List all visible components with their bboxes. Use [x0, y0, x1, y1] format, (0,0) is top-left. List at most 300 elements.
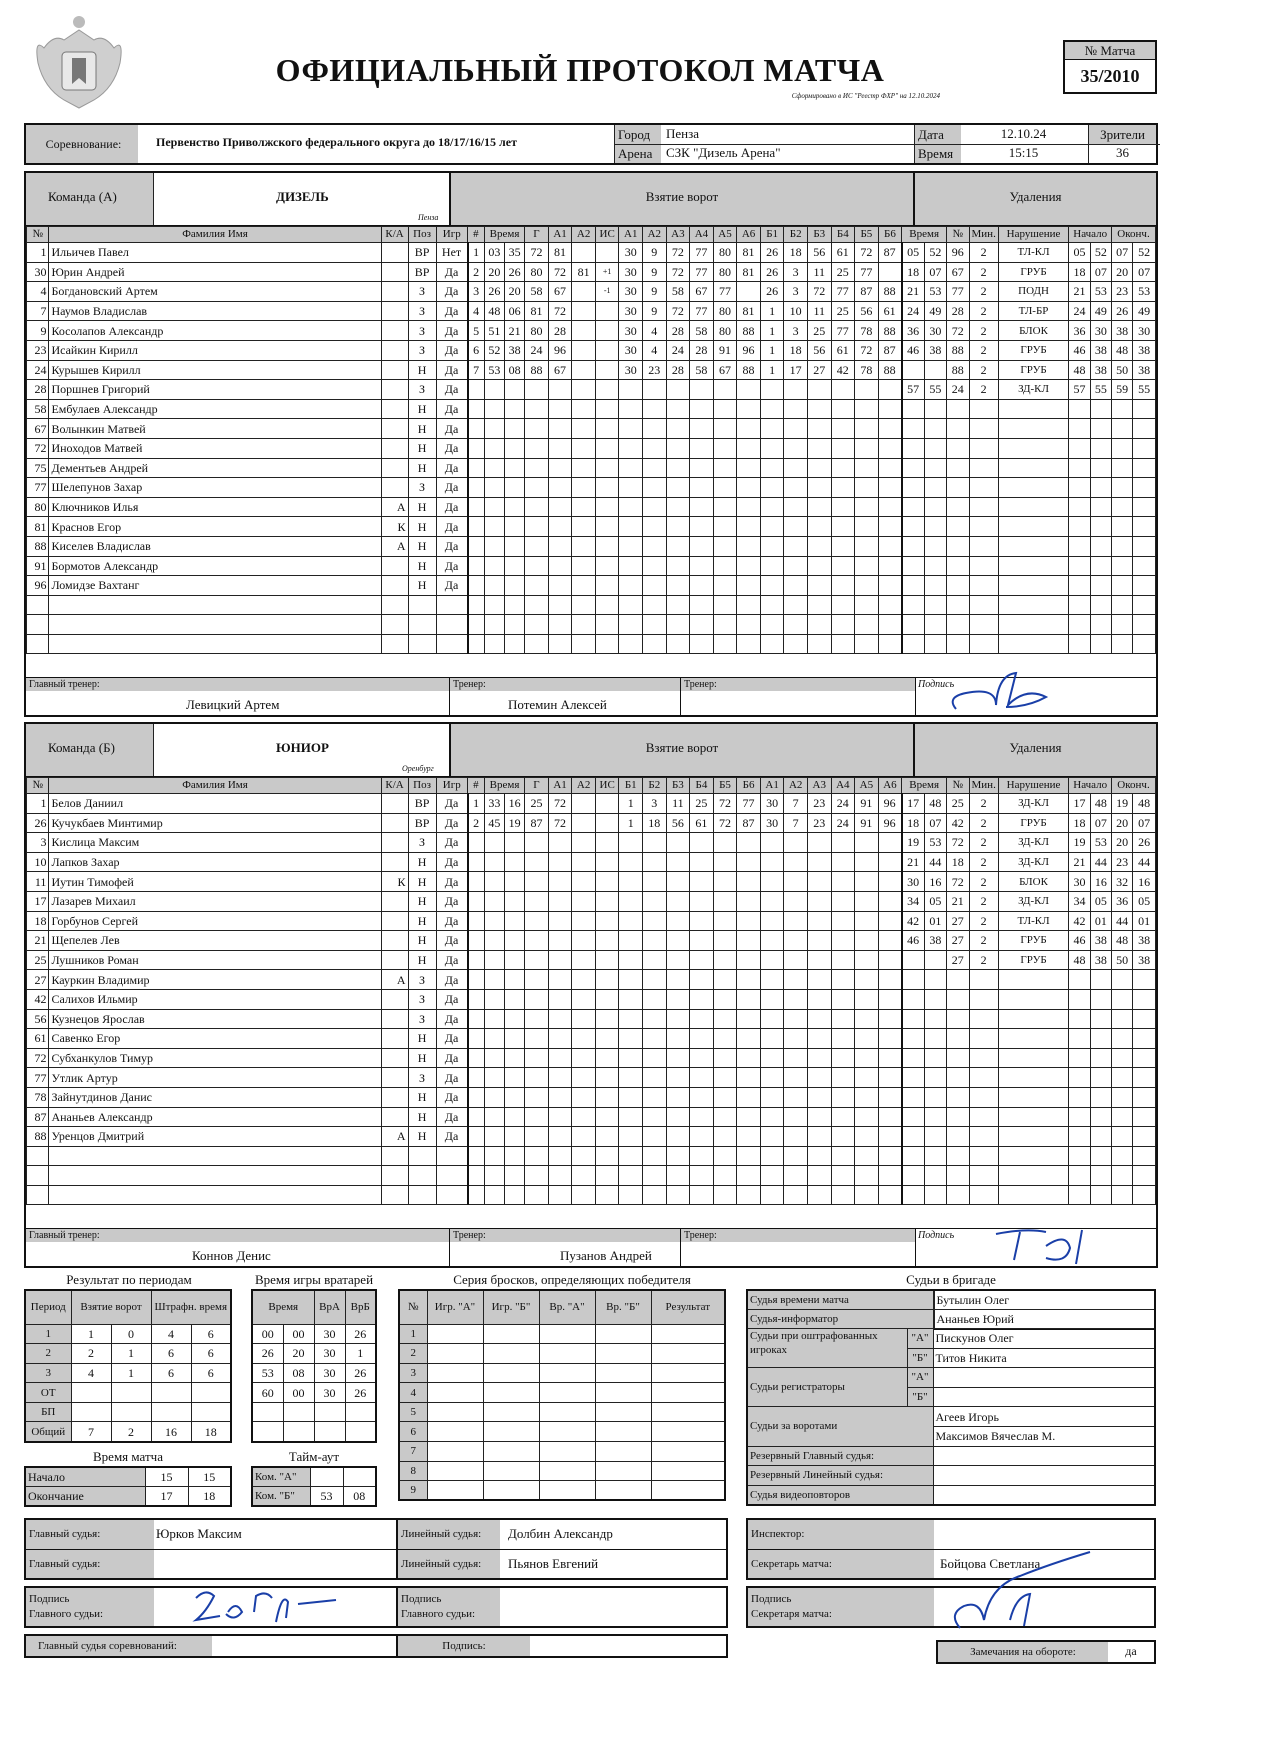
penalty-minutes: 2: [969, 321, 998, 341]
penalty-violation: [998, 634, 1069, 654]
on-ice-a-6: 88: [737, 321, 761, 341]
on-ice-a-5: [855, 1146, 879, 1166]
timeout-b-label: Ком. "Б": [252, 1487, 310, 1507]
penalty-end-second: [1133, 634, 1156, 654]
penalty-start-second: [1090, 1166, 1111, 1186]
match-start-minute: 15: [188, 1467, 231, 1487]
on-ice-b-1: [619, 1107, 643, 1127]
on-ice-a-6: [737, 595, 761, 615]
player-played: Да: [436, 478, 467, 498]
penalty-end-second: [1133, 556, 1156, 576]
on-ice-a-6: [737, 458, 761, 478]
on-ice-b-6: [737, 1048, 761, 1068]
on-ice-b-3: 11: [807, 262, 831, 282]
on-ice-a-1: [760, 1185, 784, 1205]
goal-scorer: [525, 1087, 549, 1107]
player-name: Кауркин Владимир: [49, 970, 381, 990]
penalty-end-second: [1133, 1185, 1156, 1205]
penalty-player: 27: [947, 950, 969, 970]
shootout-table: [398, 1289, 726, 1501]
goal-minute: [484, 1107, 504, 1127]
on-ice-a-5: [713, 497, 737, 517]
player-captain-mark: [381, 380, 408, 400]
on-ice-a-3: [807, 1068, 831, 1088]
on-ice-a-5: [855, 872, 879, 892]
shootout-cell: [427, 1344, 483, 1364]
team-a-col-goal-no: #: [468, 227, 485, 243]
penalty-start-second: [1090, 1185, 1111, 1205]
goal-second: 06: [505, 301, 525, 321]
player-played: Да: [436, 931, 467, 951]
on-ice-a-4: [831, 1048, 855, 1068]
goal-minute: [484, 517, 504, 537]
goal-number: [468, 1029, 485, 1049]
period-goals-b: 1: [111, 1344, 151, 1364]
penalty-minutes: 2: [969, 950, 998, 970]
goalie-b: [345, 1422, 376, 1442]
shootout-cell: [595, 1383, 651, 1403]
on-ice-b-1: [619, 970, 643, 990]
player-position: З: [408, 989, 436, 1009]
player-played: Да: [436, 970, 467, 990]
player-position: Н: [408, 852, 436, 872]
on-ice-b-5: 72: [855, 243, 879, 263]
on-ice-b-5: [713, 950, 737, 970]
player-played: Да: [436, 950, 467, 970]
penalty-minutes: [969, 1009, 998, 1029]
team-a-coach: Потемин Алексей: [508, 697, 607, 712]
team-a-section: [24, 171, 1158, 717]
penalty-end-minute: [1112, 1048, 1133, 1068]
goal-second: [505, 399, 525, 419]
on-ice-a-6: [737, 536, 761, 556]
on-ice-a-1: [760, 1048, 784, 1068]
penalty-player: 88: [947, 360, 969, 380]
on-ice-a-1: [619, 536, 643, 556]
on-ice-b-1: [619, 1009, 643, 1029]
penalty-start-minute: 48: [1069, 950, 1090, 970]
on-ice-b-3: [807, 595, 831, 615]
team-a-col-goal-scorer: Г: [525, 227, 549, 243]
on-ice-b-3: [807, 380, 831, 400]
on-ice-b-6: [737, 950, 761, 970]
table-row: [27, 911, 1156, 931]
on-ice-a-4: 24: [831, 813, 855, 833]
on-ice-b-6: [878, 615, 902, 635]
on-ice-a-2: [784, 1068, 808, 1088]
timeout-b-minute: 53: [310, 1487, 343, 1507]
on-ice-a-1: [760, 872, 784, 892]
table-row: [27, 1029, 1156, 1049]
goal-second: [505, 989, 525, 1009]
on-ice-a-6: [737, 576, 761, 596]
player-captain-mark: [381, 262, 408, 282]
table-row: [25, 1344, 231, 1364]
penalty-second: [924, 970, 946, 990]
penalty-player: [947, 438, 969, 458]
on-ice-a-5: [713, 615, 737, 635]
on-ice-a-3: [807, 1029, 831, 1049]
goal-situation: [595, 634, 619, 654]
on-ice-a-2: [784, 1107, 808, 1127]
on-ice-b-4: [690, 891, 714, 911]
goal-assist2: [572, 399, 596, 419]
goal-number: [468, 399, 485, 419]
penalty-minute: [902, 970, 924, 990]
player-captain-mark: [381, 891, 408, 911]
on-ice-b-1: [619, 1068, 643, 1088]
on-ice-a-4: [831, 1087, 855, 1107]
periods-table: [24, 1289, 232, 1443]
shootout-cell: [651, 1344, 725, 1364]
penalty-player: 27: [947, 931, 969, 951]
penalty-end-minute: [1112, 517, 1133, 537]
penalty-start-second: 48: [1090, 794, 1111, 814]
penalty-end-minute: 48: [1112, 931, 1133, 951]
timeout-a-second: [343, 1467, 376, 1487]
table-row: [27, 360, 1156, 380]
team-a-col-assist2: А2: [572, 227, 596, 243]
goal-number: [468, 1146, 485, 1166]
player-captain-mark: [381, 1009, 408, 1029]
penalty-minute: [902, 517, 924, 537]
penalty-minutes: 2: [969, 931, 998, 951]
penalty-end-second: [1133, 478, 1156, 498]
penalty-minute: [902, 458, 924, 478]
player-name: Курышев Кирилл: [49, 360, 381, 380]
penalty-start-second: 38: [1090, 340, 1111, 360]
goal-number: [468, 497, 485, 517]
penalty-second: 48: [924, 794, 946, 814]
match-time-table: [24, 1466, 232, 1507]
player-captain-mark: [381, 282, 408, 302]
on-ice-b-4: 77: [831, 321, 855, 341]
player-played: Да: [436, 891, 467, 911]
goal-situation: [595, 1127, 619, 1147]
goal-assist2: [572, 634, 596, 654]
goal-assist1: [548, 1048, 572, 1068]
penalty-minute: [902, 536, 924, 556]
on-ice-b-4: [831, 438, 855, 458]
on-ice-b-2: 3: [784, 262, 808, 282]
on-ice-b-2: [643, 891, 667, 911]
goal-minute: [484, 1166, 504, 1186]
on-ice-b-2: 3: [784, 282, 808, 302]
goal-number: [468, 891, 485, 911]
spectators-label: Зрители: [1089, 125, 1156, 144]
penalty-start-second: [1090, 576, 1111, 596]
on-ice-b-1: [760, 458, 784, 478]
goal-assist1: 72: [548, 262, 572, 282]
on-ice-a-3: [807, 1087, 831, 1107]
on-ice-b-3: [666, 1087, 690, 1107]
player-played: Да: [436, 340, 467, 360]
goal-scorer: [525, 1127, 549, 1147]
penalty-end-minute: 59: [1112, 380, 1133, 400]
player-number: 17: [27, 891, 49, 911]
penalty-end-minute: 20: [1112, 813, 1133, 833]
team-b-signature: [986, 1224, 1106, 1268]
goal-minute: [484, 1185, 504, 1205]
on-ice-b-4: [690, 1048, 714, 1068]
period-goals-a: 7: [71, 1422, 111, 1442]
on-ice-b-4: 25: [831, 262, 855, 282]
on-ice-b-5: [855, 438, 879, 458]
penalty-violation: ТЛ-КЛ: [998, 243, 1069, 263]
table-row: [27, 852, 1156, 872]
player-name: Савенко Егор: [49, 1029, 381, 1049]
goal-situation: [595, 970, 619, 990]
penalty-end-second: [1133, 1029, 1156, 1049]
penalty-minute: [902, 634, 924, 654]
penalty-second: 44: [924, 852, 946, 872]
player-name: Косолапов Александр: [49, 321, 381, 341]
team-a-col-on_ice_a-1: А2: [643, 227, 667, 243]
player-position: [408, 1166, 436, 1186]
table-row: [252, 1402, 376, 1422]
on-ice-a-5: 80: [713, 321, 737, 341]
on-ice-a-3: [807, 891, 831, 911]
table-row: [27, 950, 1156, 970]
goal-second: 21: [505, 321, 525, 341]
match-start-hour: 15: [145, 1467, 188, 1487]
penalty-player: [947, 615, 969, 635]
player-position: Н: [408, 1107, 436, 1127]
on-ice-b-1: 1: [619, 794, 643, 814]
goal-assist1: [548, 399, 572, 419]
goal-assist1: [548, 576, 572, 596]
team-b-name: ЮНИОР: [276, 740, 329, 755]
timeout-b-second: 08: [343, 1487, 376, 1507]
goal-minute: [484, 852, 504, 872]
shootout-cell: [595, 1363, 651, 1383]
goalie-change-minute: [252, 1402, 283, 1422]
team-a-col-name: Фамилия Имя: [49, 227, 381, 243]
goal-number: [468, 911, 485, 931]
goal-assist2: [572, 321, 596, 341]
player-position: З: [408, 478, 436, 498]
penalty-violation: [998, 536, 1069, 556]
on-ice-b-5: [855, 517, 879, 537]
on-ice-a-1: [619, 380, 643, 400]
team-b-section: [24, 722, 1158, 1268]
penalty-player: [947, 1048, 969, 1068]
player-captain-mark: [381, 1068, 408, 1088]
on-ice-a-3: [666, 595, 690, 615]
table-row: [27, 615, 1156, 635]
on-ice-a-3: 28: [666, 360, 690, 380]
on-ice-a-6: [878, 1146, 902, 1166]
on-ice-b-1: 26: [760, 243, 784, 263]
team-a-signature-label: Подпись: [918, 679, 955, 690]
arena-label: Арена: [615, 144, 661, 163]
goal-number: [468, 556, 485, 576]
team-a-col-on_ice_a-3: А4: [690, 227, 714, 243]
goal-assist2: [572, 1009, 596, 1029]
on-ice-a-1: [619, 478, 643, 498]
on-ice-b-2: [643, 1087, 667, 1107]
player-position: Н: [408, 872, 436, 892]
goal-number: [468, 1048, 485, 1068]
goal-minute: 20: [484, 262, 504, 282]
period-name: 2: [25, 1344, 71, 1364]
team-b-col-on_ice_b-0: Б1: [619, 778, 643, 794]
on-ice-b-6: [878, 536, 902, 556]
table-row: [27, 1185, 1156, 1205]
player-number: 1: [27, 243, 49, 263]
team-b-col-pen-start: Начало: [1069, 778, 1112, 794]
penalty-violation: ГРУБ: [998, 813, 1069, 833]
penalty-second: [924, 458, 946, 478]
on-ice-b-3: [666, 970, 690, 990]
on-ice-b-6: 87: [878, 340, 902, 360]
player-number: 24: [27, 360, 49, 380]
penalty-minutes: [969, 1185, 998, 1205]
shootout-cell: [483, 1461, 539, 1481]
penalty-minutes: [969, 438, 998, 458]
goal-second: [505, 833, 525, 853]
player-name: Ключников Илья: [49, 497, 381, 517]
on-ice-b-6: [737, 989, 761, 1009]
penalty-end-second: 30: [1133, 321, 1156, 341]
goal-number: [468, 1107, 485, 1127]
goal-scorer: [525, 556, 549, 576]
ref-informer-label: Судья-информатор: [747, 1310, 933, 1330]
player-captain-mark: [381, 1029, 408, 1049]
penalty-minute: 19: [902, 833, 924, 853]
on-ice-a-1: [760, 911, 784, 931]
goal-situation: [595, 911, 619, 931]
on-ice-a-1: [760, 970, 784, 990]
player-position: Н: [408, 458, 436, 478]
penalty-end-second: 38: [1133, 950, 1156, 970]
team-a-city: Пенза: [418, 213, 439, 222]
goal-situation: [595, 497, 619, 517]
arena-value: СЗК "Дизель Арена": [666, 145, 781, 160]
penalty-end-minute: 20: [1112, 833, 1133, 853]
shootout-cell: [427, 1442, 483, 1462]
on-ice-b-4: [831, 497, 855, 517]
player-name: Кислица Максим: [49, 833, 381, 853]
team-a-col-on_ice_a-0: А1: [619, 227, 643, 243]
team-b-col-pen-end: Оконч.: [1112, 778, 1156, 794]
goal-second: [505, 517, 525, 537]
goal-second: [505, 1146, 525, 1166]
penalty-start-second: [1090, 458, 1111, 478]
player-name: Субханкулов Тимур: [49, 1048, 381, 1068]
ref-registrar-a-tag: "А": [907, 1368, 933, 1388]
penalty-start-minute: [1069, 1107, 1090, 1127]
on-ice-a-1: [619, 399, 643, 419]
team-b-col-situation: ИС: [595, 778, 619, 794]
player-name: [49, 634, 381, 654]
on-ice-b-1: [619, 872, 643, 892]
on-ice-b-2: [643, 1127, 667, 1147]
on-ice-a-4: [831, 872, 855, 892]
on-ice-b-2: [643, 970, 667, 990]
on-ice-a-6: [737, 380, 761, 400]
goal-scorer: 87: [525, 813, 549, 833]
team-a-penalties-header: Удаления: [1009, 189, 1062, 204]
on-ice-a-2: [643, 595, 667, 615]
ref-reserve-head: [933, 1446, 1155, 1466]
goal-second: [505, 615, 525, 635]
ref-penalty-b-tag: "Б": [907, 1348, 933, 1368]
on-ice-a-6: [878, 1048, 902, 1068]
on-ice-b-5: [713, 1048, 737, 1068]
period-pim-a: 6: [151, 1363, 191, 1383]
penalty-end-second: [1133, 989, 1156, 1009]
on-ice-b-4: [690, 1146, 714, 1166]
penalty-second: [924, 595, 946, 615]
table-row: [27, 262, 1156, 282]
goal-scorer: [525, 438, 549, 458]
on-ice-a-2: [643, 517, 667, 537]
goal-second: 20: [505, 282, 525, 302]
team-b-col-assist2: А2: [572, 778, 596, 794]
goalie-a: 30: [314, 1344, 345, 1364]
on-ice-b-1: 1: [760, 321, 784, 341]
on-ice-b-5: [713, 931, 737, 951]
penalty-end-second: [1133, 1087, 1156, 1107]
player-position: Н: [408, 360, 436, 380]
penalty-start-second: [1090, 1029, 1111, 1049]
penalty-minutes: [969, 634, 998, 654]
on-ice-a-1: 30: [619, 243, 643, 263]
on-ice-b-2: [643, 1107, 667, 1127]
player-number: 11: [27, 872, 49, 892]
on-ice-a-6: [737, 478, 761, 498]
on-ice-b-6: [737, 1009, 761, 1029]
goal-situation: [595, 243, 619, 263]
player-played: Да: [436, 1107, 467, 1127]
penalty-start-second: [1090, 399, 1111, 419]
on-ice-b-4: [690, 1107, 714, 1127]
penalty-second: [924, 1009, 946, 1029]
penalty-minute: 24: [902, 301, 924, 321]
on-ice-b-1: [760, 497, 784, 517]
on-ice-a-2: [643, 556, 667, 576]
penalty-start-second: 38: [1090, 931, 1111, 951]
on-ice-a-4: [690, 615, 714, 635]
team-b-col-goal-time: Время: [484, 778, 524, 794]
table-row: [399, 1442, 725, 1462]
sign-sec-label-1: Подпись: [751, 1593, 792, 1605]
on-ice-b-4: [831, 399, 855, 419]
player-position: [408, 634, 436, 654]
head-ref-signature-block: [24, 1586, 728, 1628]
goalie-time-table: [251, 1289, 377, 1443]
on-ice-a-1: 30: [619, 321, 643, 341]
on-ice-b-5: [713, 872, 737, 892]
on-ice-b-6: [737, 1127, 761, 1147]
goal-situation: [595, 321, 619, 341]
penalty-start-minute: [1069, 1166, 1090, 1186]
on-ice-a-4: [831, 1127, 855, 1147]
team-a-col-pos: Поз: [408, 227, 436, 243]
team-a-col-pen-start: Начало: [1069, 227, 1112, 243]
penalty-minutes: [969, 478, 998, 498]
ref-timekeeper: Бутылин Олег: [934, 1290, 1155, 1310]
goal-situation: [595, 1048, 619, 1068]
penalty-violation: ГРУБ: [998, 360, 1069, 380]
date-value: 12.10.24: [1000, 126, 1047, 141]
penalty-start-second: 07: [1090, 813, 1111, 833]
goal-minute: [484, 497, 504, 517]
goal-second: [505, 872, 525, 892]
goal-second: [505, 950, 525, 970]
goal-situation: [595, 950, 619, 970]
